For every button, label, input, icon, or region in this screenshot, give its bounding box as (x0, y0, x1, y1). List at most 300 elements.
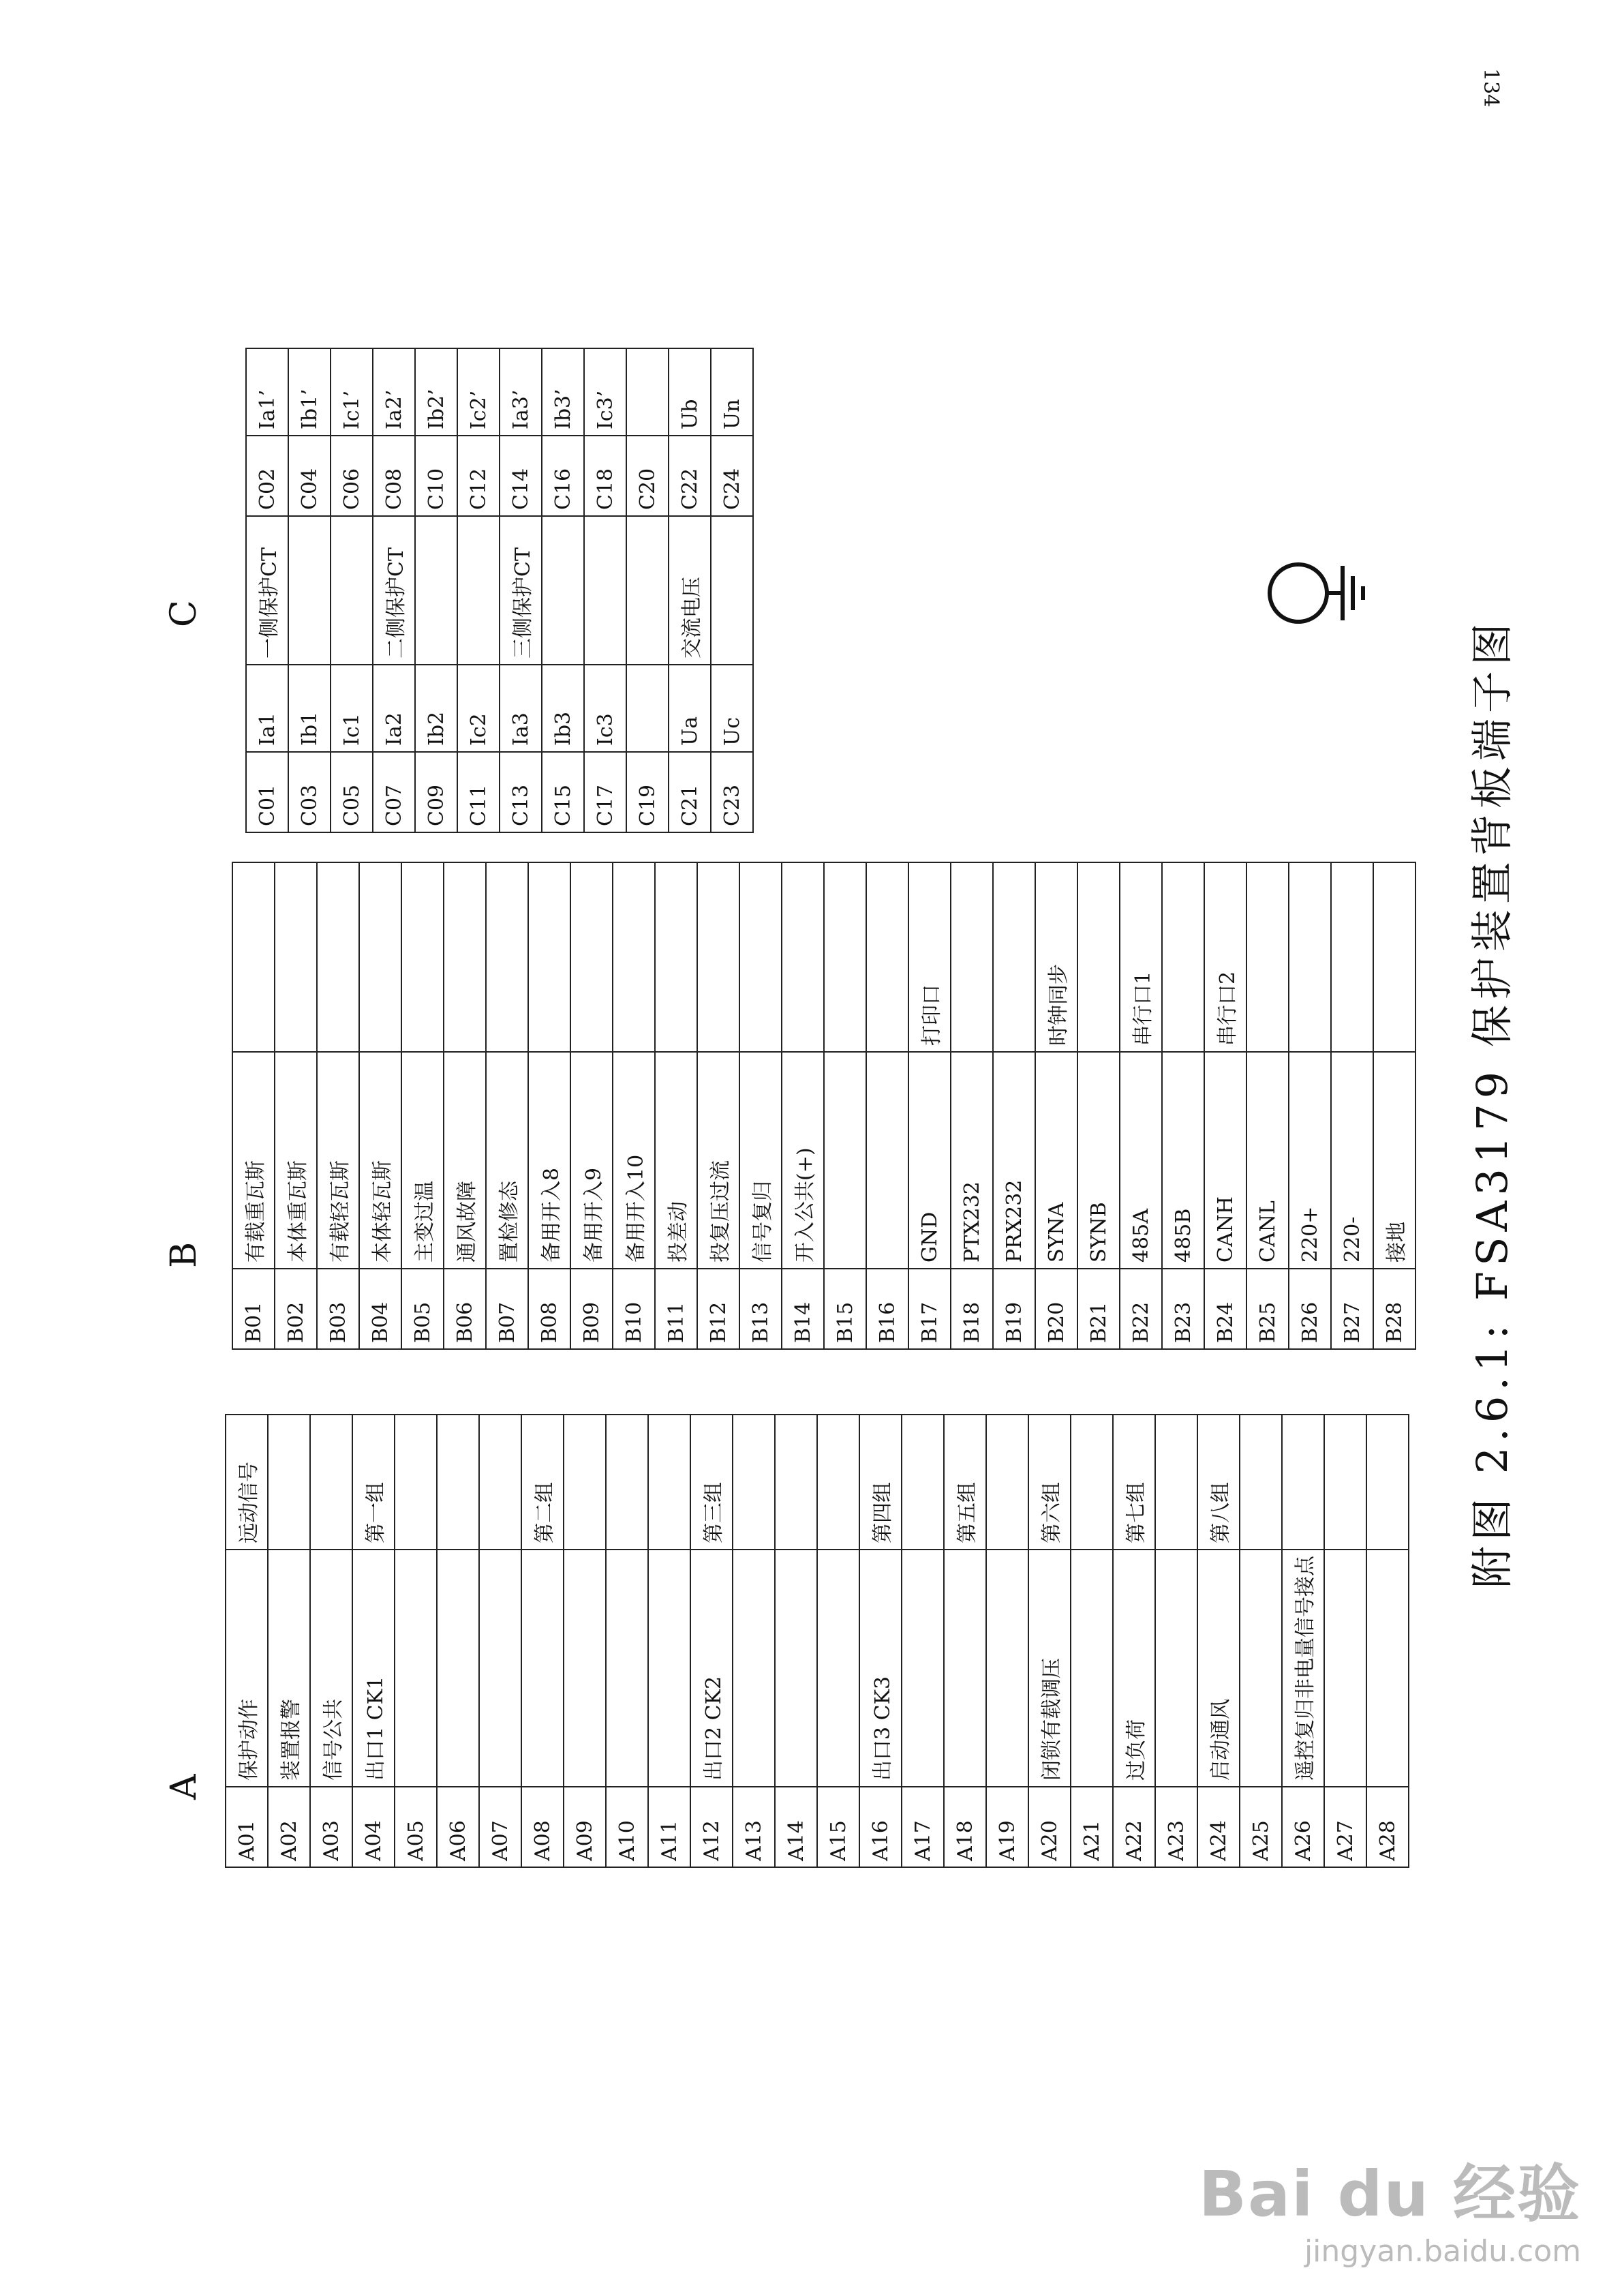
terminal-label: Ib2’ (415, 348, 457, 436)
terminal-code: C15 (542, 752, 584, 832)
terminal-code: B20 (1035, 1269, 1077, 1349)
terminal-label (1324, 1550, 1366, 1787)
terminal-label (584, 516, 626, 665)
table-row (824, 862, 866, 1349)
terminal-label (317, 862, 359, 1052)
table-row (1289, 862, 1331, 1349)
terminal-code: B27 (1331, 1269, 1373, 1349)
terminal-code: A10 (606, 1787, 648, 1867)
terminal-code: C18 (584, 436, 626, 516)
table-row (711, 348, 753, 832)
table-row (1155, 1415, 1197, 1867)
terminal-code: C11 (457, 752, 500, 832)
terminal-label: 第六组 (1028, 1415, 1071, 1550)
terminal-label: Ic3 (584, 665, 626, 752)
terminal-code: A05 (395, 1787, 437, 1867)
terminal-label: CANH (1204, 1052, 1246, 1269)
label-b: B (164, 1241, 204, 1268)
terminal-code: A09 (564, 1787, 606, 1867)
table-row (626, 348, 669, 832)
terminal-label: 485A (1120, 1052, 1162, 1269)
table-row (359, 862, 401, 1349)
figure-caption: 附图 2.6.1: FSA3179 保护装置背板端子图 (1467, 618, 1517, 1588)
terminal-code: B19 (993, 1269, 1035, 1349)
terminal-code: B24 (1204, 1269, 1246, 1349)
terminal-label (1240, 1415, 1282, 1550)
terminal-code: B06 (444, 1269, 486, 1349)
terminal-label: 投复压过流 (697, 1052, 739, 1269)
terminal-code: C21 (669, 752, 711, 832)
table-row (1246, 862, 1289, 1349)
terminal-code: C13 (500, 752, 542, 832)
terminal-label: 485B (1162, 1052, 1204, 1269)
terminal-label: Ic1’ (331, 348, 373, 436)
terminal-table-a (225, 1414, 1409, 1868)
terminal-label: 投差动 (655, 1052, 697, 1269)
terminal-label (739, 862, 782, 1052)
terminal-label: Un (711, 348, 753, 436)
terminal-label: Ia2’ (373, 348, 415, 436)
terminal-code: A18 (944, 1787, 986, 1867)
table-row (859, 1415, 902, 1867)
table-row (733, 1415, 775, 1867)
terminal-label: 本体重瓦斯 (275, 1052, 317, 1269)
terminal-label (415, 516, 457, 665)
terminal-label: 通风故障 (444, 1052, 486, 1269)
table-row (444, 862, 486, 1349)
terminal-label (866, 1052, 908, 1269)
terminal-label: Ib3’ (542, 348, 584, 436)
table-row (986, 1415, 1028, 1867)
terminal-table-c (245, 348, 754, 833)
terminal-label (944, 1550, 986, 1787)
table-row (613, 862, 655, 1349)
terminal-label: Ic3’ (584, 348, 626, 436)
terminal-label: Ib1 (288, 665, 331, 752)
terminal-label (1324, 1415, 1366, 1550)
terminal-label: SYNA (1035, 1052, 1077, 1269)
terminal-code: A01 (226, 1787, 268, 1867)
terminal-label (902, 1415, 944, 1550)
table-row (697, 862, 739, 1349)
terminal-code: A23 (1155, 1787, 1197, 1867)
table-row (944, 1415, 986, 1867)
terminal-code: A07 (479, 1787, 521, 1867)
terminal-code: A19 (986, 1787, 1028, 1867)
terminal-code: B04 (359, 1269, 401, 1349)
terminal-code: C22 (669, 436, 711, 516)
terminal-label (866, 862, 908, 1052)
terminal-label: 置检修态 (486, 1052, 528, 1269)
terminal-label (395, 1415, 437, 1550)
terminal-label: Ia1 (246, 665, 288, 752)
terminal-label: 一侧保护CT (246, 516, 288, 665)
terminal-label: Ia3’ (500, 348, 542, 436)
terminal-label: 打印口 (908, 862, 951, 1052)
terminal-label: 串行口1 (1120, 862, 1162, 1052)
terminal-label: Ia3 (500, 665, 542, 752)
terminal-code: A08 (521, 1787, 564, 1867)
table-row (648, 1415, 690, 1867)
terminal-label (986, 1415, 1028, 1550)
terminal-code: C10 (415, 436, 457, 516)
terminal-code: B15 (824, 1269, 866, 1349)
terminal-label (775, 1550, 817, 1787)
terminal-label (824, 862, 866, 1052)
terminal-code: B22 (1120, 1269, 1162, 1349)
terminal-label (1155, 1415, 1197, 1550)
terminal-label: 信号复归 (739, 1052, 782, 1269)
terminal-code: C09 (415, 752, 457, 832)
terminal-label (986, 1550, 1028, 1787)
terminal-label: Ib3 (542, 665, 584, 752)
table-row (902, 1415, 944, 1867)
terminal-code: B09 (570, 1269, 613, 1349)
terminal-code: B02 (275, 1269, 317, 1349)
terminal-label: 闭锁有载调压 (1028, 1550, 1071, 1787)
terminal-label (1077, 862, 1120, 1052)
table-row (655, 862, 697, 1349)
terminal-code: A20 (1028, 1787, 1071, 1867)
terminal-label (331, 516, 373, 665)
terminal-label (613, 862, 655, 1052)
table-row (739, 862, 782, 1349)
table-row (1197, 1415, 1240, 1867)
watermark-url: jingyan.baidu.com (1304, 2234, 1581, 2269)
table-row (246, 348, 288, 832)
terminal-label: 备用开入9 (570, 1052, 613, 1269)
terminal-label (359, 862, 401, 1052)
table-row (1366, 1415, 1409, 1867)
terminal-code: C04 (288, 436, 331, 516)
terminal-label (1366, 1415, 1409, 1550)
terminal-label: 出口1 CK1 (352, 1550, 395, 1787)
table-row (500, 348, 542, 832)
terminal-label: 装置报警 (268, 1550, 310, 1787)
terminal-label: Ib2 (415, 665, 457, 752)
terminal-label: 第五组 (944, 1415, 986, 1550)
terminal-label: 有载重瓦斯 (232, 1052, 275, 1269)
terminal-label (697, 862, 739, 1052)
terminal-code: A16 (859, 1787, 902, 1867)
terminal-code: A11 (648, 1787, 690, 1867)
table-row (1113, 1415, 1155, 1867)
table-row (1282, 1415, 1324, 1867)
terminal-label (648, 1550, 690, 1787)
terminal-label (444, 862, 486, 1052)
terminal-label: 第八组 (1197, 1415, 1240, 1550)
terminal-label (626, 516, 669, 665)
table-row (1324, 1415, 1366, 1867)
terminal-label: 第四组 (859, 1415, 902, 1550)
table-row (288, 348, 331, 832)
terminal-label (1071, 1415, 1113, 1550)
terminal-code: B28 (1373, 1269, 1416, 1349)
table-row (415, 348, 457, 832)
table-row (373, 348, 415, 832)
terminal-code: A22 (1113, 1787, 1155, 1867)
terminal-code: C24 (711, 436, 753, 516)
terminal-code: B23 (1162, 1269, 1204, 1349)
terminal-label (655, 862, 697, 1052)
table-row (570, 862, 613, 1349)
table-row (457, 348, 500, 832)
terminal-label: 出口3 CK3 (859, 1550, 902, 1787)
terminal-label (437, 1550, 479, 1787)
terminal-label (902, 1550, 944, 1787)
terminal-label: 串行口2 (1204, 862, 1246, 1052)
terminal-label: 第七组 (1113, 1415, 1155, 1550)
terminal-code: B03 (317, 1269, 359, 1349)
terminal-label (528, 862, 570, 1052)
terminal-label: SYNB (1077, 1052, 1120, 1269)
terminal-label (275, 862, 317, 1052)
table-row (437, 1415, 479, 1867)
terminal-code: B21 (1077, 1269, 1120, 1349)
terminal-code: A27 (1324, 1787, 1366, 1867)
terminal-label (564, 1550, 606, 1787)
terminal-label: 主变过温 (401, 1052, 444, 1269)
table-row (1077, 862, 1120, 1349)
table-row (690, 1415, 733, 1867)
terminal-label: 备用开入8 (528, 1052, 570, 1269)
terminal-code: C05 (331, 752, 373, 832)
terminal-label: 二侧保护CT (373, 516, 415, 665)
terminal-code: C03 (288, 752, 331, 832)
table-row (564, 1415, 606, 1867)
terminal-code: A14 (775, 1787, 817, 1867)
terminal-code: A28 (1366, 1787, 1409, 1867)
terminal-code: B16 (866, 1269, 908, 1349)
table-row (395, 1415, 437, 1867)
terminal-label: Ic2’ (457, 348, 500, 436)
terminal-label: 本体轻瓦斯 (359, 1052, 401, 1269)
terminal-code: C16 (542, 436, 584, 516)
terminal-label (817, 1550, 859, 1787)
terminal-label (1366, 1550, 1409, 1787)
terminal-label (824, 1052, 866, 1269)
terminal-label: Ib1’ (288, 348, 331, 436)
terminal-label (606, 1550, 648, 1787)
terminal-label (457, 516, 500, 665)
terminal-label (486, 862, 528, 1052)
terminal-code: B18 (951, 1269, 993, 1349)
terminal-label (1289, 862, 1331, 1052)
terminal-label (288, 516, 331, 665)
terminal-code: B05 (401, 1269, 444, 1349)
terminal-label: Uc (711, 665, 753, 752)
terminal-code: C19 (626, 752, 669, 832)
terminal-code: C12 (457, 436, 500, 516)
table-row (775, 1415, 817, 1867)
terminal-label (733, 1550, 775, 1787)
terminal-code: A15 (817, 1787, 859, 1867)
table-row (782, 862, 824, 1349)
terminal-label: Ic2 (457, 665, 500, 752)
table-row (352, 1415, 395, 1867)
terminal-code: A03 (310, 1787, 352, 1867)
terminal-label: PTX232 (951, 1052, 993, 1269)
watermark-logo: Bai du 经验 (1198, 2158, 1581, 2231)
table-row (1035, 862, 1077, 1349)
terminal-code: A25 (1240, 1787, 1282, 1867)
terminal-label (711, 516, 753, 665)
terminal-label (310, 1415, 352, 1550)
terminal-code: A06 (437, 1787, 479, 1867)
terminal-label: 时钟同步 (1035, 862, 1077, 1052)
terminal-code: B01 (232, 1269, 275, 1349)
terminal-label: 启动通风 (1197, 1550, 1240, 1787)
terminal-code: C07 (373, 752, 415, 832)
terminal-code: A12 (690, 1787, 733, 1867)
table-row (1071, 1415, 1113, 1867)
terminal-label (542, 516, 584, 665)
terminal-label (564, 1415, 606, 1550)
terminal-label (626, 665, 669, 752)
terminal-label: 接地 (1373, 1052, 1416, 1269)
terminal-label (1246, 862, 1289, 1052)
terminal-code: A17 (902, 1787, 944, 1867)
terminal-label (782, 862, 824, 1052)
table-row (1120, 862, 1162, 1349)
terminal-label (648, 1415, 690, 1550)
terminal-label: 远动信号 (226, 1415, 268, 1550)
terminal-label (401, 862, 444, 1052)
table-row (542, 348, 584, 832)
table-row (1162, 862, 1204, 1349)
terminal-label: 保护动作 (226, 1550, 268, 1787)
table-row (1028, 1415, 1071, 1867)
table-row (1204, 862, 1246, 1349)
terminal-code: C01 (246, 752, 288, 832)
table-row (268, 1415, 310, 1867)
terminal-code: C02 (246, 436, 288, 516)
table-row (908, 862, 951, 1349)
table-row (669, 348, 711, 832)
table-row (479, 1415, 521, 1867)
terminal-code: B26 (1289, 1269, 1331, 1349)
table-row (275, 862, 317, 1349)
terminal-code: B07 (486, 1269, 528, 1349)
terminal-label (570, 862, 613, 1052)
table-row (232, 862, 275, 1349)
terminal-label: Ub (669, 348, 711, 436)
terminal-label: 交流电压 (669, 516, 711, 665)
label-a: A (164, 1774, 204, 1800)
terminal-code: B14 (782, 1269, 824, 1349)
terminal-label: Ia1’ (246, 348, 288, 436)
terminal-label: 第一组 (352, 1415, 395, 1550)
watermark (1199, 2144, 1581, 2269)
terminal-code: B10 (613, 1269, 655, 1349)
table-row (817, 1415, 859, 1867)
table-row (528, 862, 570, 1349)
table-row (486, 862, 528, 1349)
terminal-code: B08 (528, 1269, 570, 1349)
terminal-label (1071, 1550, 1113, 1787)
terminal-label: Ic1 (331, 665, 373, 752)
terminal-label (606, 1415, 648, 1550)
terminal-code: A02 (268, 1787, 310, 1867)
terminal-label: 开入公共(+) (782, 1052, 824, 1269)
table-row (606, 1415, 648, 1867)
terminal-label (951, 862, 993, 1052)
terminal-label: Ua (669, 665, 711, 752)
terminal-label: 信号公共 (310, 1550, 352, 1787)
table-row (226, 1415, 268, 1867)
terminal-label: 220- (1331, 1052, 1373, 1269)
table-row (1240, 1415, 1282, 1867)
ground-symbol-icon (1261, 552, 1370, 634)
terminal-code: C17 (584, 752, 626, 832)
terminal-label: 过负荷 (1113, 1550, 1155, 1787)
table-row (993, 862, 1035, 1349)
terminal-label (232, 862, 275, 1052)
terminal-label: 遥控复归非电量信号接点 (1282, 1550, 1324, 1787)
table-row (1373, 862, 1416, 1349)
terminal-label (733, 1415, 775, 1550)
terminal-label: 第二组 (521, 1415, 564, 1550)
terminal-label: Ia2 (373, 665, 415, 752)
terminal-code: C06 (331, 436, 373, 516)
terminal-code: A13 (733, 1787, 775, 1867)
terminal-label: 220+ (1289, 1052, 1331, 1269)
terminal-code: C08 (373, 436, 415, 516)
table-row (584, 348, 626, 832)
terminal-label: 第三组 (690, 1415, 733, 1550)
terminal-label: 备用开入10 (613, 1052, 655, 1269)
terminal-label (775, 1415, 817, 1550)
terminal-table-b (232, 862, 1416, 1350)
table-row (521, 1415, 564, 1867)
terminal-code: C14 (500, 436, 542, 516)
terminal-label (1155, 1550, 1197, 1787)
terminal-label (521, 1550, 564, 1787)
terminal-code: B13 (739, 1269, 782, 1349)
terminal-code: C23 (711, 752, 753, 832)
terminal-code: C20 (626, 436, 669, 516)
terminal-code: A04 (352, 1787, 395, 1867)
terminal-label: PRX232 (993, 1052, 1035, 1269)
terminal-label (479, 1415, 521, 1550)
terminal-label: GND (908, 1052, 951, 1269)
table-row (401, 862, 444, 1349)
terminal-label (1282, 1415, 1324, 1550)
terminal-code: B12 (697, 1269, 739, 1349)
terminal-label (479, 1550, 521, 1787)
terminal-label (395, 1550, 437, 1787)
terminal-code: A21 (1071, 1787, 1113, 1867)
terminal-label (1331, 862, 1373, 1052)
terminal-label (1162, 862, 1204, 1052)
terminal-label (993, 862, 1035, 1052)
table-row (951, 862, 993, 1349)
terminal-label (437, 1415, 479, 1550)
terminal-label: 出口2 CK2 (690, 1550, 733, 1787)
page-number: 134 (1479, 68, 1503, 108)
table-row (317, 862, 359, 1349)
terminal-label (268, 1415, 310, 1550)
terminal-label (817, 1415, 859, 1550)
terminal-label (626, 348, 669, 436)
label-c: C (164, 600, 204, 627)
terminal-code: B17 (908, 1269, 951, 1349)
table-row (1331, 862, 1373, 1349)
terminal-code: B11 (655, 1269, 697, 1349)
table-row (866, 862, 908, 1349)
terminal-label: CANL (1246, 1052, 1289, 1269)
terminal-code: A26 (1282, 1787, 1324, 1867)
